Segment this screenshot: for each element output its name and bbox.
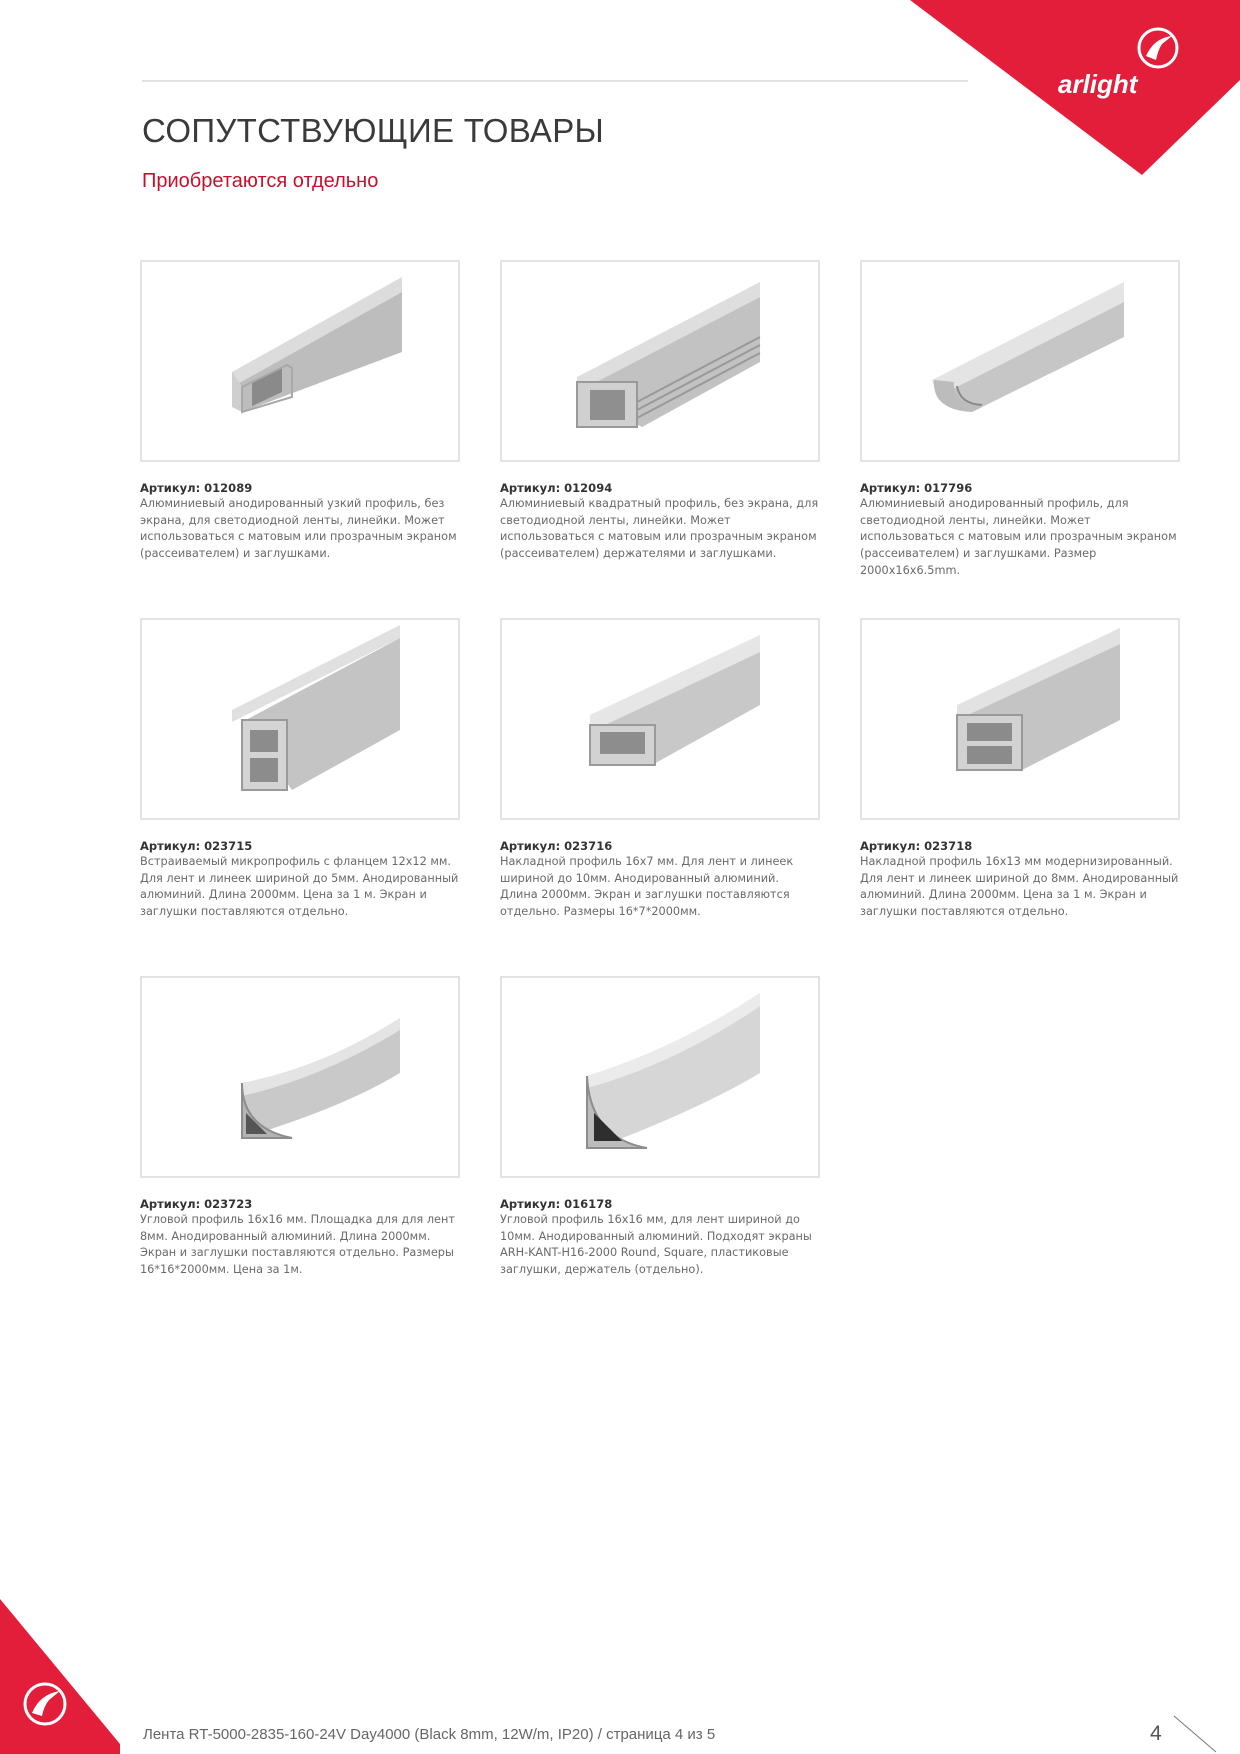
product-image (500, 260, 820, 462)
product-description: Угловой профиль 16x16 мм. Площадка для для лент 8мм. Анодированный алюминий. Длина 2000мм. Экран и заглушки поставляются отдельно. Размеры 16*16*2000мм. Цена за 1м. (140, 1213, 455, 1277)
product-description: Алюминиевый анодированный узкий профиль, без экрана, для светодиодной ленты, линейки. Может использоваться с матовым или прозрачным экраном (рассеивателем) и заглушками. (140, 497, 457, 561)
product-description: Алюминиевый квадратный профиль, без экрана, для светодиодной ленты, линейки. Может использоваться с матовым или прозрачным экраном (рассеивателем) держателями и заглушками. (500, 497, 819, 561)
product-card (860, 260, 1180, 580)
brand-corner-bottom (0, 1599, 120, 1754)
product-description: Накладной профиль 16x13 мм модернизированный. Для лент и линеек шириной до 8мм. Анодированный алюминий. Длина 2000мм. Цена за 1 м. Экран и заглушки поставляются отдельно. (860, 855, 1179, 919)
brand-corner (910, 0, 1240, 175)
product-image (140, 976, 460, 1178)
page-number: 4 (1150, 1722, 1162, 1745)
product-image (500, 618, 820, 820)
product-sku: Артикул: 023715 (140, 839, 253, 853)
footer-document-title: Лента RT-5000-2835-160-24V Day4000 (Black 8mm, 12W/m, IP20) / страница 4 из 5 (143, 1726, 716, 1743)
product-card (140, 618, 460, 921)
arlight-logo-text: arlight (1058, 69, 1138, 99)
product-description: Встраиваемый микропрофиль с фланцем 12x12 мм. Для лент и линеек шириной до 5мм. Анодированный алюминий. Длина 2000мм. Цена за 1 м. Экран и заглушки поставляются отдельно. (140, 855, 459, 919)
page-number-divider (1172, 1714, 1218, 1754)
product-card (500, 976, 820, 1279)
product-description: Угловой профиль 16x16 мм, для лент шириной до 10мм. Анодированный алюминий. Подходят экраны ARH-KANT-H16-2000 Round, Square, пластиковые заглушки, держатель (отдельно). (500, 1213, 812, 1277)
product-image (140, 618, 460, 820)
product-sku: Артикул: 023718 (860, 839, 973, 853)
product-sku: Артикул: 012089 (140, 481, 253, 495)
product-card (140, 976, 460, 1279)
product-card (140, 260, 460, 563)
product-card (500, 618, 820, 921)
product-sku: Артикул: 012094 (500, 481, 613, 495)
product-image (860, 260, 1180, 462)
product-sku: Артикул: 023723 (140, 1197, 253, 1211)
product-card (500, 260, 820, 563)
product-description: Накладной профиль 16x7 мм. Для лент и линеек шириной до 10мм. Анодированный алюминий. Длина 2000мм. Экран и заглушки поставляются отдельно. Размеры 16*7*2000мм. (500, 855, 794, 919)
header-rule (142, 80, 968, 82)
product-image (500, 976, 820, 1178)
product-sku: Артикул: 016178 (500, 1197, 613, 1211)
product-description: Алюминиевый анодированный профиль, для светодиодной ленты, линейки. Может использоваться с матовым или прозрачным экраном (рассеивателем) и заглушками. Размер 2000x16x6.5mm. (860, 497, 1177, 577)
page-subtitle: Приобретаются отдельно (142, 170, 379, 192)
page-title: СОПУТСТВУЮЩИЕ ТОВАРЫ (142, 112, 605, 149)
product-sku: Артикул: 023716 (500, 839, 613, 853)
product-image (860, 618, 1180, 820)
product-image (140, 260, 460, 462)
product-sku: Артикул: 017796 (860, 481, 973, 495)
product-card (860, 618, 1180, 921)
